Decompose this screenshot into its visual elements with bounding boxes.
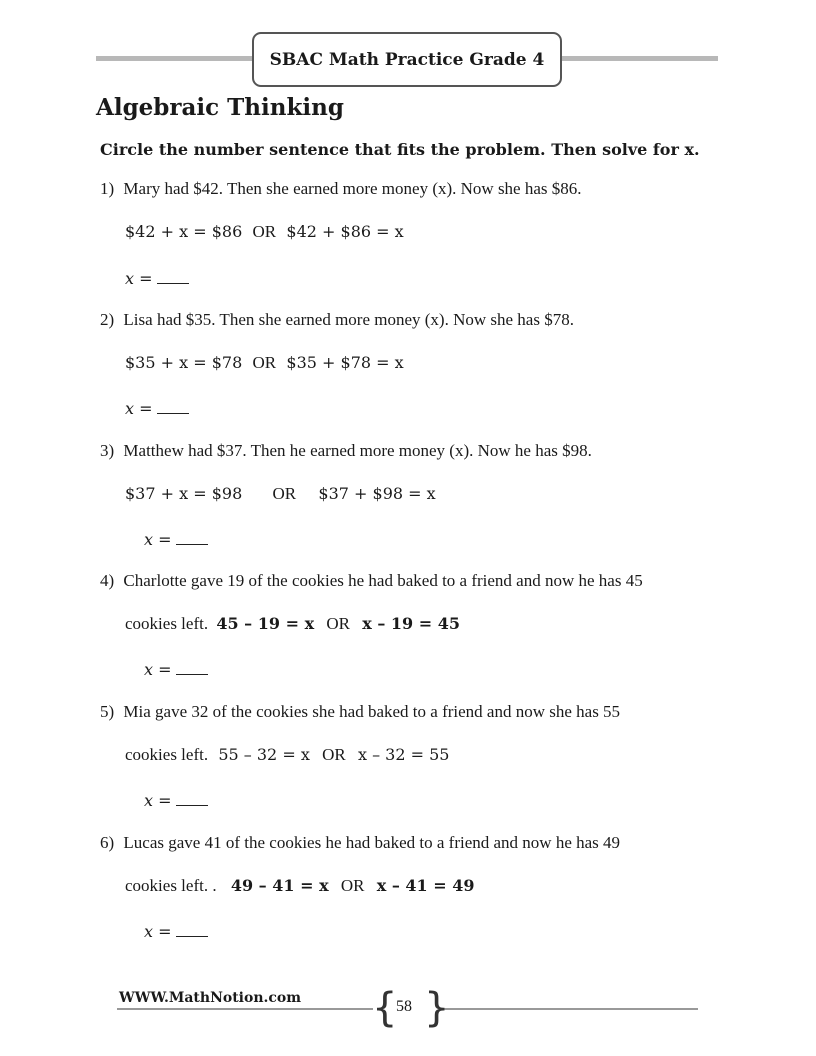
problem-text: Lucas gave 41 of the cookies he had baked to a friend and now he has 49	[123, 833, 621, 852]
equation-option-1[interactable]: 55 – 32 = x	[218, 745, 310, 764]
footer-rule-left	[117, 1008, 373, 1010]
instructions: Circle the number sentence that fits the problem. Then solve for x.	[100, 140, 700, 159]
equation-option-2[interactable]: $35 + $78 = x	[286, 353, 404, 372]
answer-blank[interactable]	[176, 790, 208, 806]
problem-4-equations	[125, 614, 460, 634]
or-label: OR	[326, 614, 350, 633]
answer-label: x =	[125, 269, 153, 288]
answer-label: x =	[144, 660, 172, 679]
problem-5-equations	[125, 745, 449, 765]
problem-text-continued: cookies left.	[125, 745, 209, 764]
or-label: OR	[272, 484, 297, 503]
problem-text-continued: cookies left.	[125, 614, 209, 633]
or-label: OR	[252, 222, 277, 241]
problem-number: 3)	[100, 441, 115, 460]
problem-4-question	[100, 571, 643, 591]
problem-2-equations	[125, 353, 404, 373]
problem-text: Charlotte gave 19 of the cookies he had baked to a friend and now he has 45	[123, 571, 643, 590]
or-label: OR	[252, 353, 277, 372]
problem-5-question	[100, 702, 620, 722]
problem-number: 4)	[100, 571, 115, 590]
answer-label: x =	[125, 399, 153, 418]
header-rule-left	[96, 56, 254, 61]
answer-blank[interactable]	[176, 529, 208, 545]
problem-number: 6)	[100, 833, 115, 852]
or-label: OR	[340, 876, 365, 895]
equation-option-1[interactable]: 45 – 19 = x	[216, 614, 315, 633]
problem-text: Matthew had $37. Then he earned more money (x). Now he has $98.	[123, 441, 592, 460]
problem-3-answer	[144, 529, 208, 550]
or-label: OR	[322, 745, 346, 764]
equation-option-1[interactable]: $35 + x = $78	[125, 353, 243, 372]
equation-option-2[interactable]: x – 41 = 49	[376, 876, 475, 895]
right-brace-icon: }	[424, 985, 450, 1031]
problem-1-equations	[125, 222, 404, 242]
equation-option-2[interactable]: $37 + $98 = x	[318, 484, 436, 503]
problem-3-equations	[125, 484, 436, 504]
problem-6-question	[100, 833, 620, 853]
problem-6-equations	[125, 876, 475, 896]
problem-6-answer	[144, 921, 208, 942]
answer-blank[interactable]	[176, 659, 208, 675]
equation-option-2[interactable]: x – 32 = 55	[357, 745, 450, 764]
section-title: Algebraic Thinking	[96, 94, 344, 121]
header-rule-right	[560, 56, 718, 61]
header-title: SBAC Math Practice Grade 4	[252, 32, 562, 87]
footer-rule-right	[440, 1008, 698, 1010]
page-number: 58	[396, 998, 412, 1015]
equation-option-1[interactable]: $42 + x = $86	[125, 222, 243, 241]
equation-option-2[interactable]: $42 + $86 = x	[286, 222, 404, 241]
answer-label: x =	[144, 530, 172, 549]
problem-5-answer	[144, 790, 208, 811]
problem-4-answer	[144, 659, 208, 680]
problem-2-question	[100, 310, 574, 330]
problem-3-question	[100, 441, 592, 461]
equation-option-2[interactable]: x – 19 = 45	[362, 614, 460, 633]
problem-1-answer	[125, 268, 189, 289]
equation-option-1[interactable]: 49 – 41 = x	[230, 876, 329, 895]
equation-option-1[interactable]: $37 + x = $98	[125, 484, 243, 503]
answer-blank[interactable]	[157, 268, 189, 284]
problem-number: 2)	[100, 310, 115, 329]
problem-1-question	[100, 179, 582, 199]
left-brace-icon: {	[372, 985, 398, 1031]
answer-blank[interactable]	[176, 921, 208, 937]
answer-blank[interactable]	[157, 398, 189, 414]
problem-text: Lisa had $35. Then she earned more money (x). Now she has $78.	[123, 310, 574, 329]
footer-website: WWW.MathNotion.com	[119, 990, 302, 1006]
problem-text-continued: cookies left. .	[125, 876, 217, 895]
answer-label: x =	[144, 922, 172, 941]
answer-label: x =	[144, 791, 172, 810]
problem-number: 5)	[100, 702, 115, 721]
problem-number: 1)	[100, 179, 115, 198]
problem-text: Mary had $42. Then she earned more money (x). Now she has $86.	[123, 179, 582, 198]
problem-2-answer	[125, 398, 189, 419]
problem-text: Mia gave 32 of the cookies she had baked to a friend and now she has 55	[123, 702, 621, 721]
